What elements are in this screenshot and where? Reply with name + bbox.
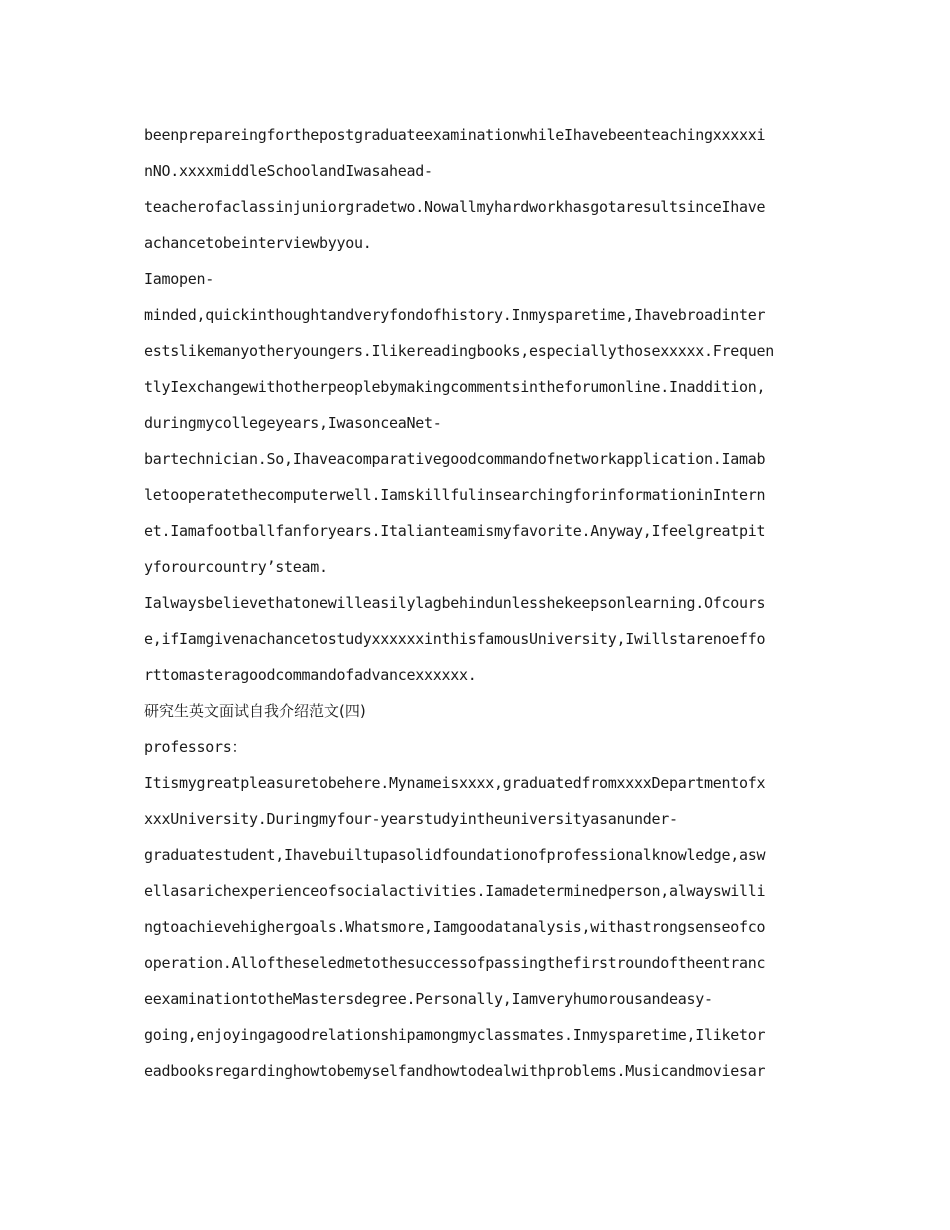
text-line: operation.Alloftheseledmetothesuccessofpassingthefirstroundoftheentranc — [144, 954, 766, 972]
text-line: Itismygreatpleasuretobehere.Mynameisxxxx,graduatedfromxxxxDepartmentofx — [144, 774, 766, 792]
text-line: letooperatethecomputerwell.IamskillfulinsearchingforinformationinIntern — [144, 486, 766, 504]
text-line: Ialwaysbelievethatonewilleasilylagbehindunlesshekeepsonlearning.Ofcours — [144, 594, 766, 612]
text-line: ngtoachievehighergoals.Whatsmore,Iamgoodatanalysis,withastrongsenseofco — [144, 918, 766, 936]
text-line: teacherofaclassinjuniorgradetwo.NowallmyhardworkhasgotaresultsinceIhave — [144, 198, 766, 216]
text-line: yforourcountry’steam. — [144, 558, 328, 576]
text-line: graduatestudent,Ihavebuiltupasolidfoundationofprofessionalknowledge,asw — [144, 846, 766, 864]
text-line: xxxUniversity.Duringmyfour-yearstudyintheuniversityasanunder- — [144, 810, 678, 828]
text-line: Iamopen- — [144, 270, 215, 288]
text-line: duringmycollegeyears,IwasonceaNet- — [144, 414, 442, 432]
section-heading: 研究生英文面试自我介绍范文(四) — [144, 702, 366, 720]
document-body — [144, 117, 810, 1089]
text-line: ellasarichexperienceofsocialactivities.Iamadeterminedperson,alwayswilli — [144, 882, 766, 900]
text-line: estslikemanyotheryoungers.Ilikereadingbooks,especiallythosexxxxx.Frequen — [144, 342, 775, 360]
text-line: nNO.xxxxmiddleSchoolandIwasahead- — [144, 162, 433, 180]
text-line: bartechnician.So,Ihaveacomparativegoodcommandofnetworkapplication.Iamab — [144, 450, 766, 468]
text-line: eadbooksregardinghowtobemyselfandhowtodealwithproblems.Musicandmoviesar — [144, 1062, 766, 1080]
text-line: achancetobeinterviewbyyou. — [144, 234, 372, 252]
text-line: professors： — [144, 738, 247, 756]
text-line: e,ifIamgivenachancetostudyxxxxxxinthisfamousUniversity,Iwillstarenoeffo — [144, 630, 766, 648]
text-line: going,enjoyingagoodrelationshipamongmyclassmates.Inmysparetime,Iliketor — [144, 1026, 766, 1044]
text-line: minded,quickinthoughtandveryfondofhistory.Inmysparetime,Ihavebroadinter — [144, 306, 766, 324]
text-line: tlyIexchangewithotherpeoplebymakingcommentsintheforumonline.Inaddition, — [144, 378, 766, 396]
text-line: beenprepareingforthepostgraduateexaminationwhileIhavebeenteachingxxxxxi — [144, 126, 766, 144]
text-line: et.Iamafootballfanforyears.Italianteamismyfavorite.Anyway,Ifeelgreatpit — [144, 522, 766, 540]
text-line: rttomasteragoodcommandofadvancexxxxxx. — [144, 666, 477, 684]
text-line: eexaminationtotheMastersdegree.Personally,Iamveryhumorousandeasy- — [144, 990, 713, 1008]
